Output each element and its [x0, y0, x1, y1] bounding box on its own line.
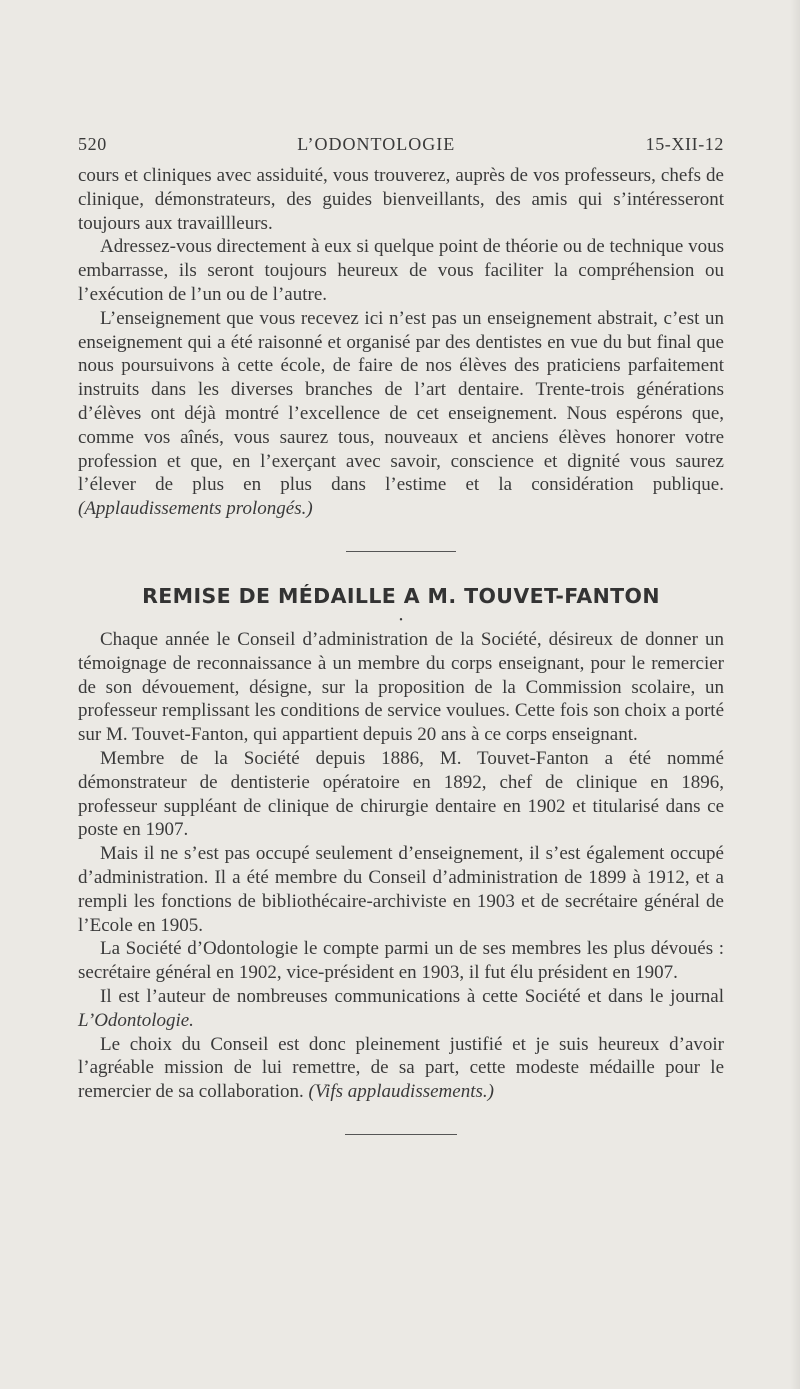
speech-conclusion [78, 164, 724, 521]
paragraph: Adressez-vous directement à eux si quelque point de théorie ou de technique vous embarrasse, ils seront toujours heureux de vous faciliter la compréhension ou l’exécution de l’un ou de l’autre. [78, 236, 724, 305]
applause-note: (Vifs applaudissements.) [308, 1081, 494, 1103]
issue-date: 15-XII-12 [645, 134, 724, 154]
paragraph [78, 985, 724, 1033]
paragraph: cours et cliniques avec assiduité, vous trouverez, auprès de vos professeurs, chefs de clinique, démonstrateurs, des guides bienveillants, des amis qui s’intéresseront toujours aux travaillleurs. [78, 165, 724, 234]
ornament-dot: • [399, 614, 403, 626]
page-number: 520 [78, 134, 107, 154]
paragraph: Mais il ne s’est pas occupé seulement d’enseignement, il s’est également occupé d’administration. Il a été membre du Conseil d’administration de 1899 à 1912, et a rempli les fonctions de bibliothécaire-archiviste en 1903 et de secrétaire général de l’Ecole en 1905. [78, 843, 724, 936]
paragraph: La Société d’Odontologie le compte parmi un de ses membres les plus dévoués : secrétaire général en 1902, vice-président en 1903, il fut élu président en 1907. [78, 938, 724, 984]
medal-section-body [78, 628, 724, 1104]
journal-name: L’Odontologie. [78, 1009, 194, 1031]
applause-note: (Applaudissements prolongés.) [78, 498, 313, 520]
paragraph: Membre de la Société depuis 1886, M. Touvet-Fanton a été nommé démonstrateur de dentisterie opératoire en 1892, chef de clinique en 1896, professeur suppléant de clinique de chirurgie dentaire en 1902 et titularisé dans ce poste en 1907. [78, 747, 724, 841]
paragraph-text: Il est l’auteur de nombreuses communications à cette Société et dans le journal [100, 985, 724, 1007]
journal-title: L’ODONTOLOGIE [297, 134, 456, 154]
paragraph [78, 1033, 724, 1104]
section-title: REMISE DE MÉDAILLE A M. TOUVET-FANTON [142, 583, 660, 608]
end-divider [345, 1134, 457, 1135]
section-divider [346, 551, 456, 552]
running-header [78, 134, 724, 164]
paragraph: Chaque année le Conseil d’administration de la Société, désireux de donner un témoignage de reconnaissance à un membre du corps enseignant, pour le remercier de son dévouement, désigne, sur la proposition de la Commission scolaire, un professeur remplissant les conditions de service voulues. Cette fois son choix a porté sur M. Touvet-Fanton, qui appartient depuis 20 ans à ce corps enseignant. [78, 628, 724, 746]
page-edge-shadow [790, 0, 800, 1389]
paragraph-text: L’enseignement que vous recevez ici n’est pas un enseignement abstrait, c’est un enseignement qui a été raisonné et organisé par des dentistes en vue du but final que nous poursuivons à cette école, de faire de nos élèves des praticiens parfaitement instruits dans les diverses branches de l’art dentaire. Trente-trois générations d’élèves ont déjà montré l’excellence de cet enseignement. Nous espérons que, comme vos aînés, vous saurez tous, nouveaux et anciens élèves honorer votre profession et que, en l’exerçant avec savoir, conscience et dignité vous saurez l’élever de plus en plus dans l’estime et la considération publique. [78, 307, 724, 496]
paragraph [78, 307, 724, 521]
paragraph-text: Le choix du Conseil est donc pleinement justifié et je suis heureux d’avoir l’agréable mission de lui remettre, de sa part, cette modeste médaille pour le remercier de sa collaboration. [78, 1033, 724, 1103]
document-page [78, 134, 724, 1135]
